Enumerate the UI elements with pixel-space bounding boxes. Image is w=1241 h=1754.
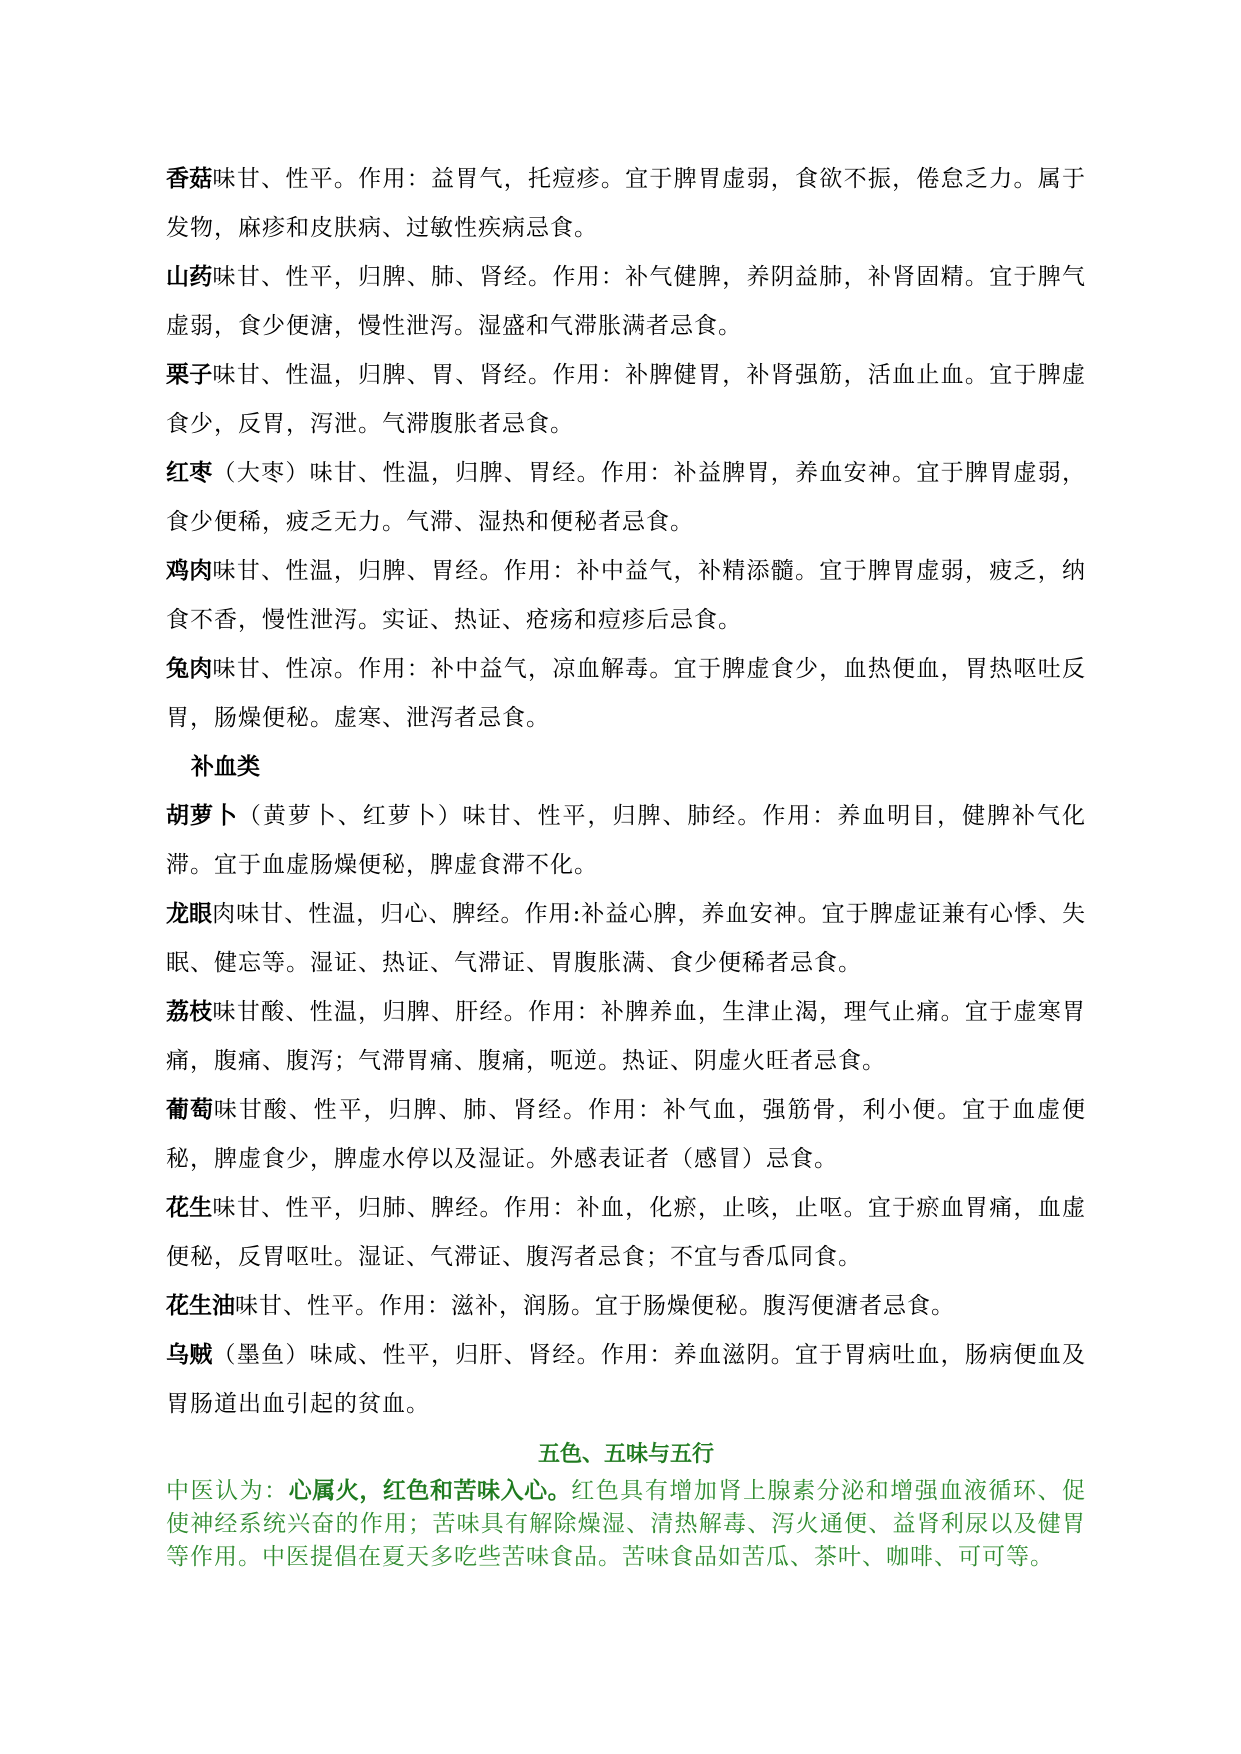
entry-text: 味甘、性温，归脾、胃、肾经。作用：补脾健胃，补肾强筋，活血止血。宜于脾虚食少，反胃，泻泄。气滞腹胀者忌食。 xyxy=(166,362,1087,437)
entry-text: （大枣）味甘、性温，归脾、胃经。作用：补益脾胃，养血安神。宜于脾胃虚弱，食少便稀，疲乏无力。气滞、湿热和便秘者忌食。 xyxy=(166,460,1087,535)
entry-name: 花生油 xyxy=(166,1293,235,1319)
five-elements-paragraph xyxy=(166,1475,1086,1574)
entry-name: 葡萄 xyxy=(166,1097,214,1123)
entry-longyan xyxy=(166,890,1086,988)
entry-name: 山药 xyxy=(166,264,213,290)
entry-hongzao xyxy=(166,449,1086,547)
entry-name: 栗子 xyxy=(166,362,213,388)
entry-name: 红枣 xyxy=(166,460,213,486)
entry-name: 龙眼 xyxy=(166,901,213,927)
document-page xyxy=(166,155,1086,1574)
entry-text: （黄萝卜、红萝卜）味甘、性平，归脾、肺经。作用：养血明目，健脾补气化滞。宜于血虚肠燥便秘，脾虚食滞不化。 xyxy=(166,803,1087,878)
entry-shanyao xyxy=(166,253,1086,351)
entry-text: 味甘、性凉。作用：补中益气，凉血解毒。宜于脾虚食少，血热便血，胃热呕吐反胃，肠燥便秘。虚寒、泄泻者忌食。 xyxy=(166,656,1087,731)
entry-text: （墨鱼）味咸、性平，归肝、肾经。作用：养血滋阴。宜于胃病吐血，肠病便血及胃肠道出血引起的贫血。 xyxy=(166,1342,1087,1417)
entry-name: 鸡肉 xyxy=(166,558,213,584)
entry-lizhi xyxy=(166,988,1086,1086)
five-elements-intro: 中医认为： xyxy=(166,1478,289,1504)
entry-text: 味甘酸、性平，归脾、肺、肾经。作用：补气血，强筋骨，利小便。宜于血虚便秘，脾虚食少，脾虚水停以及湿证。外感表证者（感冒）忌食。 xyxy=(166,1097,1087,1172)
entry-xianggu xyxy=(166,155,1086,253)
entry-jirou xyxy=(166,547,1086,645)
entry-text: 味甘、性平。作用：益胃气，托痘疹。宜于脾胃虚弱，食欲不振，倦怠乏力。属于发物，麻疹和皮肤病、过敏性疾病忌食。 xyxy=(166,166,1087,241)
entry-text: 味甘酸、性温，归脾、肝经。作用：补脾养血，生津止渴，理气止痛。宜于虚寒胃痛，腹痛、腹泻；气滞胃痛、腹痛，呃逆。热证、阴虚火旺者忌食。 xyxy=(166,999,1087,1074)
entry-text: 味甘、性平。作用：滋补，润肠。宜于肠燥便秘。腹泻便溏者忌食。 xyxy=(235,1293,955,1319)
entry-huashengyou xyxy=(166,1282,1086,1331)
entry-wuzei xyxy=(166,1331,1086,1429)
five-elements-body: 红色具有增加肾上腺素分泌和增强血液循环、促使神经系统兴奋的作用；苦味具有解除燥湿、清热解毒、泻火通便、益肾利尿以及健胃等作用。中医提倡在夏天多吃些苦味食品。苦味食品如苦瓜、茶叶、咖啡、可可等。 xyxy=(166,1478,1087,1570)
entry-turou xyxy=(166,645,1086,743)
entry-lizi xyxy=(166,351,1086,449)
entry-name: 香菇 xyxy=(166,166,213,192)
five-elements-title: 五色、五味与五行 xyxy=(537,1442,714,1467)
entry-huasheng xyxy=(166,1184,1086,1282)
entry-putao xyxy=(166,1086,1086,1184)
entry-name: 乌贼 xyxy=(166,1342,213,1368)
entry-name: 兔肉 xyxy=(166,656,213,682)
entry-name: 胡萝卜 xyxy=(166,803,238,829)
entry-text: 肉味甘、性温，归心、脾经。作用:补益心脾，养血安神。宜于脾虚证兼有心悸、失眠、健忘等。湿证、热证、气滞证、胃腹胀满、食少便稀者忌食。 xyxy=(166,901,1087,976)
entry-name: 荔枝 xyxy=(166,999,213,1025)
five-elements-emphasis: 心属火，红色和苦味入心。 xyxy=(288,1478,572,1504)
entry-name: 花生 xyxy=(166,1195,213,1221)
entry-text: 味甘、性平，归脾、肺、肾经。作用：补气健脾，养阴益肺，补肾固精。宜于脾气虚弱，食少便溏，慢性泄泻。湿盛和气滞胀满者忌食。 xyxy=(166,264,1087,339)
section-title-buxue: 补血类 xyxy=(191,754,260,780)
entry-text: 味甘、性温，归脾、胃经。作用：补中益气，补精添髓。宜于脾胃虚弱，疲乏，纳食不香，慢性泄泻。实证、热证、疮疡和痘疹后忌食。 xyxy=(166,558,1087,633)
entry-text: 味甘、性平，归肺、脾经。作用：补血，化瘀，止咳，止呕。宜于瘀血胃痛，血虚便秘，反胃呕吐。湿证、气滞证、腹泻者忌食；不宜与香瓜同食。 xyxy=(166,1195,1087,1270)
entry-huluobo xyxy=(166,792,1086,890)
